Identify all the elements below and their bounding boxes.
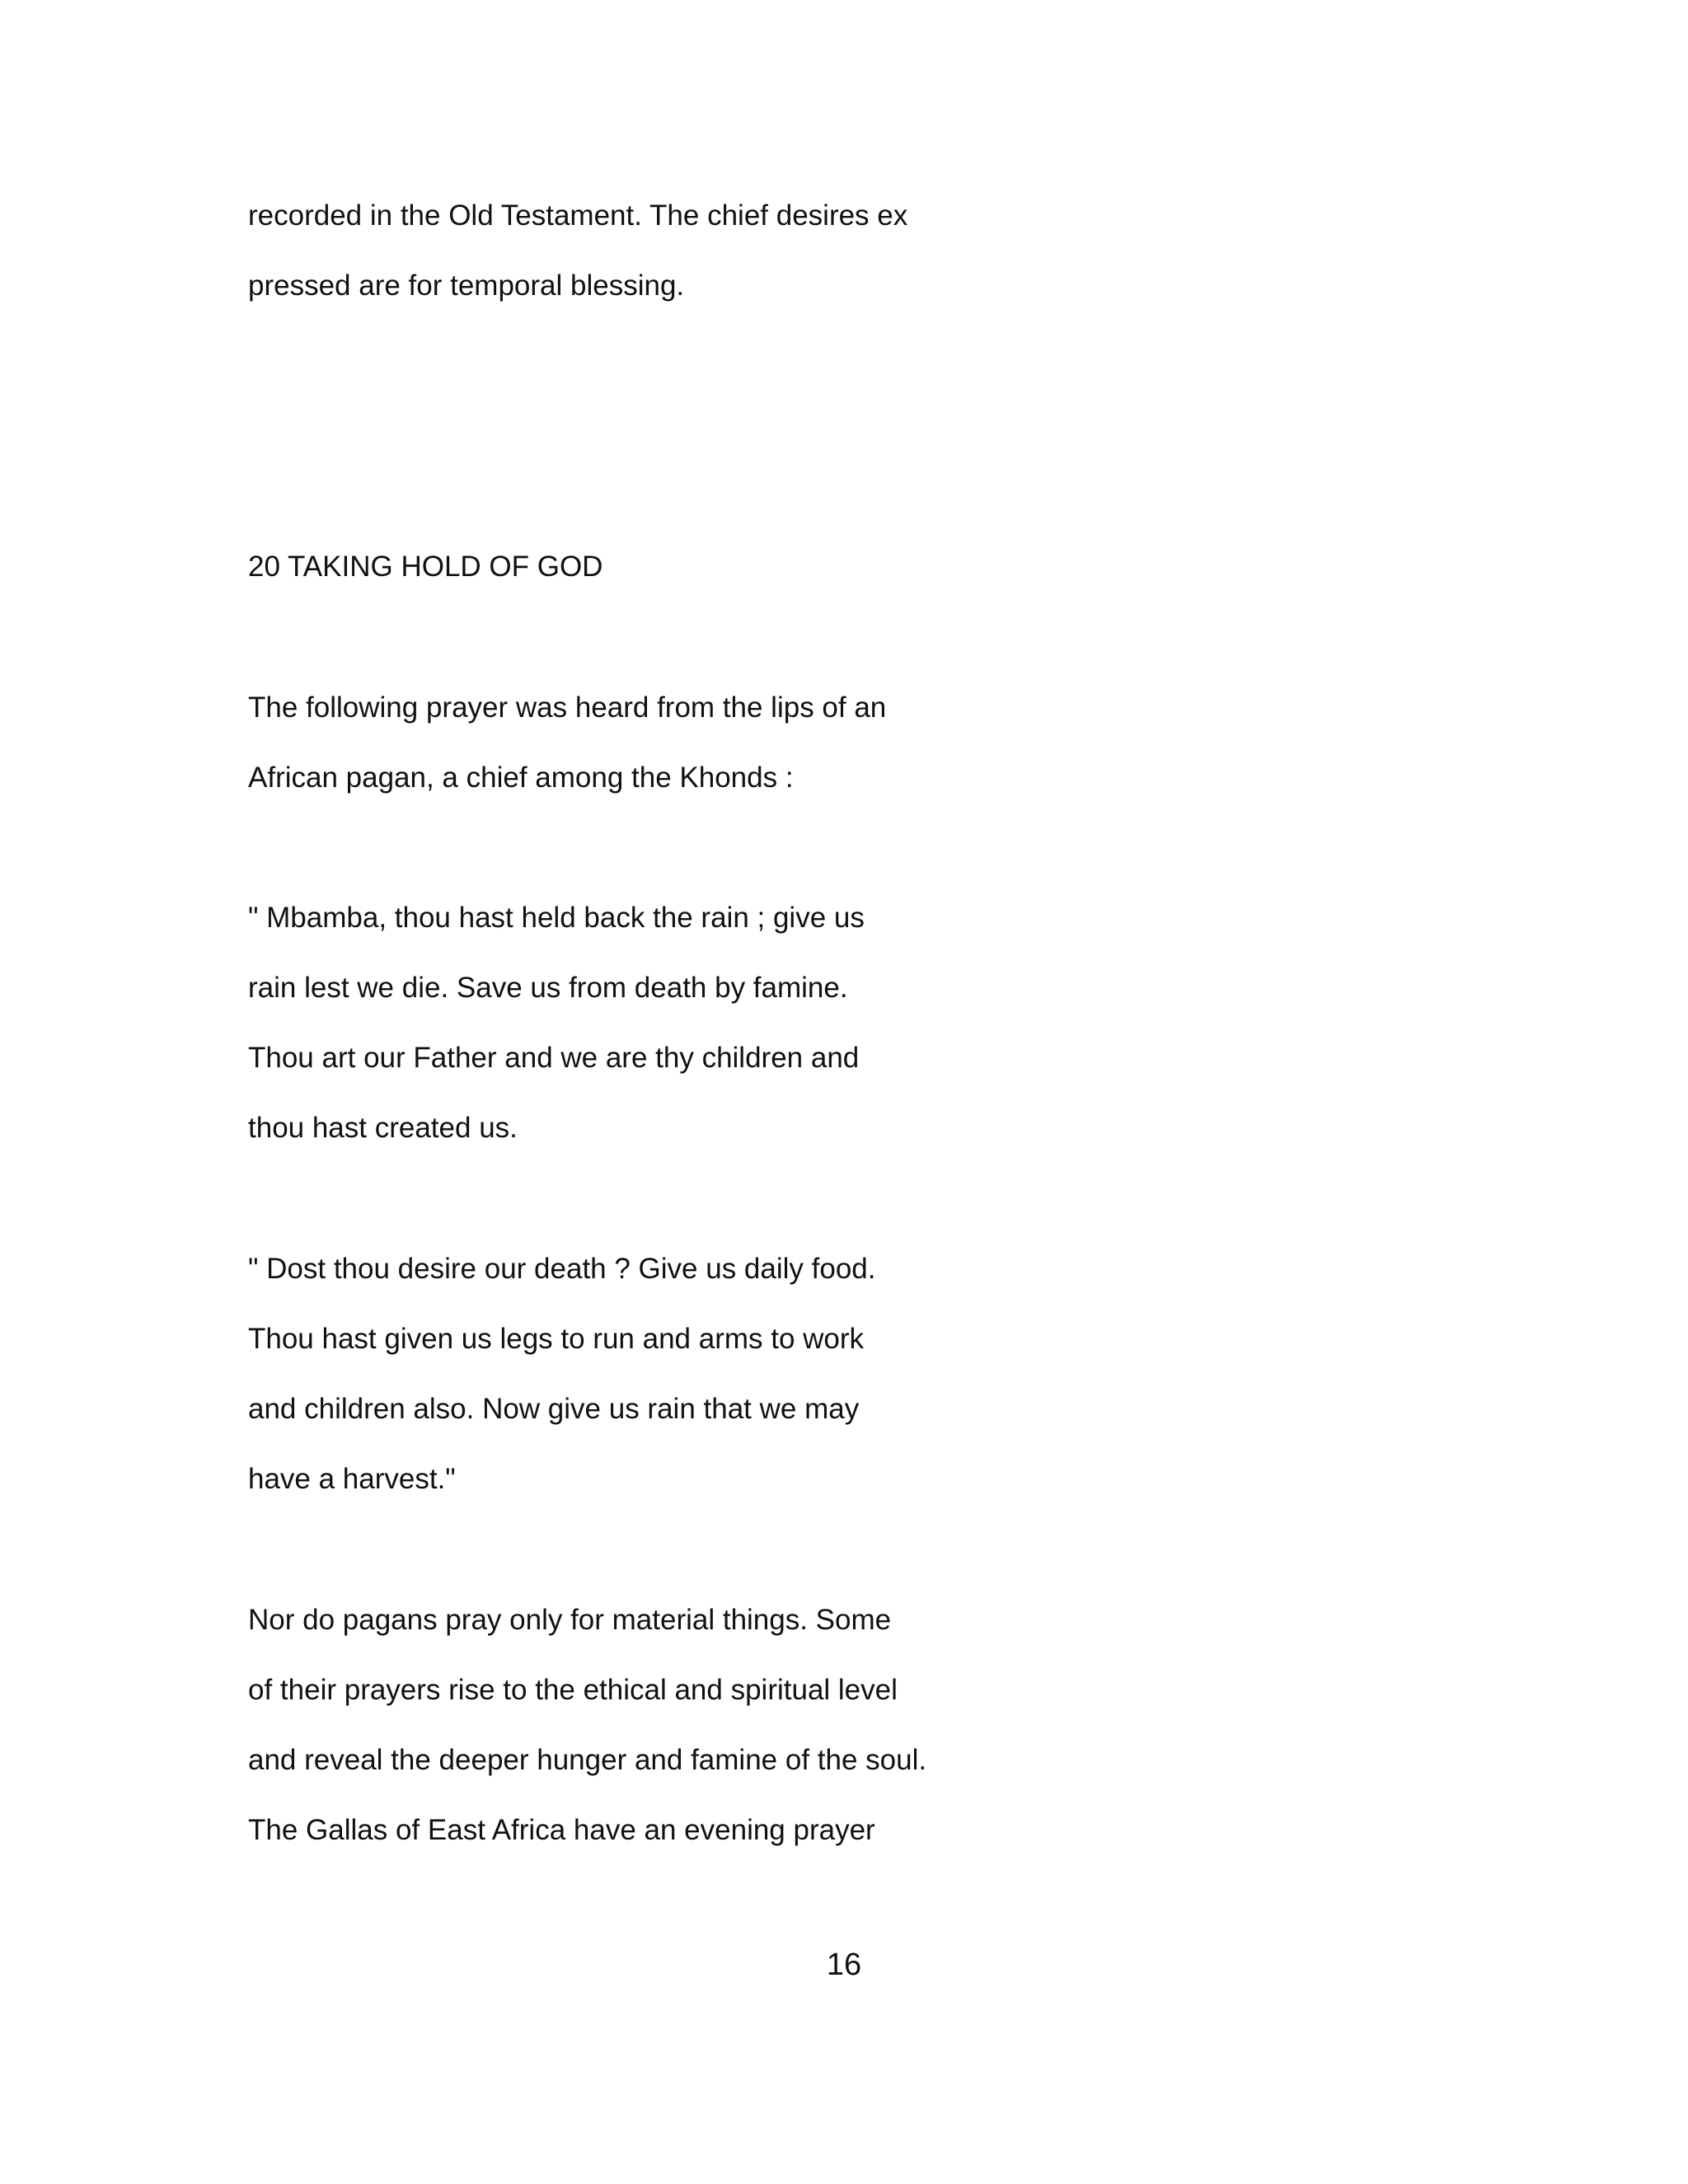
text-line: recorded in the Old Testament. The chief desires ex — [248, 199, 908, 232]
text-line: Thou hast given us legs to run and arms to work — [248, 1323, 865, 1355]
text-line: thou hast created us. — [248, 1112, 518, 1144]
text-line: rain lest we die. Save us from death by famine. — [248, 972, 848, 1004]
text-line: pressed are for temporal blessing. — [248, 269, 685, 302]
text-line: of their prayers rise to the ethical and spiritual level — [248, 1674, 898, 1706]
text-line: have a harvest." — [248, 1463, 456, 1495]
text-line: and reveal the deeper hunger and famine of the soul. — [248, 1744, 927, 1776]
text-line: " Dost thou desire our death ? Give us daily food. — [248, 1253, 876, 1285]
text-line: The Gallas of East Africa have an evening prayer — [248, 1814, 875, 1846]
section-heading: 20 TAKING HOLD OF GOD — [248, 551, 603, 583]
text-line: Nor do pagans pray only for material things. Some — [248, 1604, 892, 1636]
text-line: Thou art our Father and we are thy children and — [248, 1042, 860, 1074]
text-line: The following prayer was heard from the lips of an — [248, 691, 887, 724]
text-line: African pagan, a chief among the Khonds : — [248, 762, 794, 794]
text-line: and children also. Now give us rain that we may — [248, 1393, 860, 1425]
text-line: " Mbamba, thou hast held back the rain ; give us — [248, 902, 865, 934]
page-number: 16 — [826, 1947, 862, 1982]
